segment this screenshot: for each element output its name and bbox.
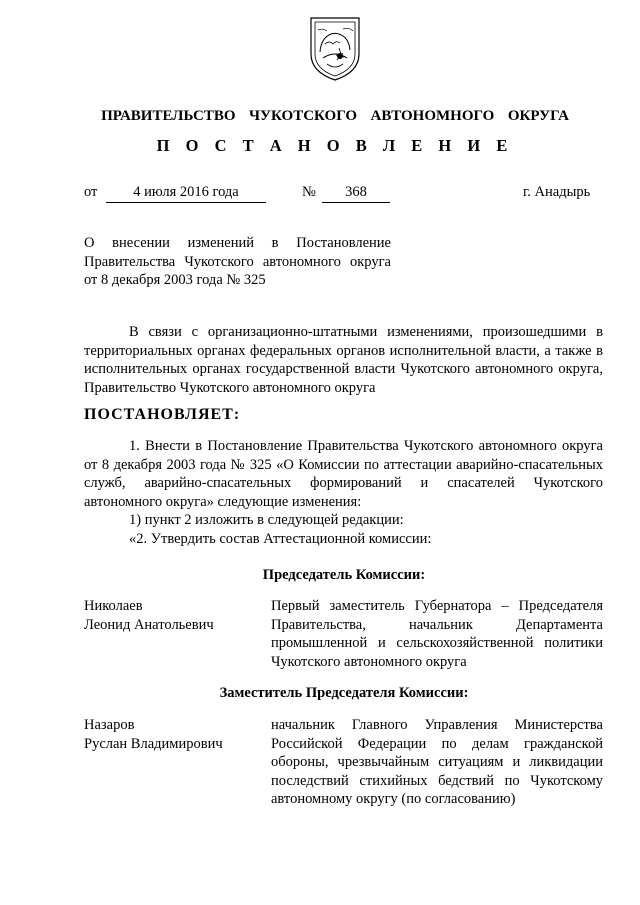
document-place: г. Анадырь [523,184,591,200]
date-prefix: от [84,184,98,200]
item-2-quote: «2. Утвердить состав Аттестационной комиссии: [129,530,432,547]
preamble-paragraph: В связи с организационно-штатными изменениями, произошедшими в территориальных органах федеральных органов исполнительной власти, а также в исполнительных органах государственной власти Чукотского автономного округа, Правительство Чукотского автономного округа [84,324,603,396]
chair-heading: Председатель Комиссии: [262,567,426,583]
deputy-heading: Заместитель Председателя Комиссии: [219,685,469,701]
number-prefix: № [302,184,316,200]
document-subject: О внесении изменений в Постановление Правительства Чукотского автономного округа от 8 декабря 2003 года № 325 [84,235,391,288]
chair-role: Первый заместитель Губернатора – Председателя Правительства, начальник Департамента промышленной и сельскохозяйственной политики Чукотского автономного округа [271,598,603,670]
deputy-name [84,716,264,753]
chair-name [84,597,264,634]
chair-given-names: Леонид Анатольевич [84,616,214,633]
coat-of-arms-emblem-icon [303,14,367,82]
document-number: 368 [322,183,390,203]
chair-surname: Николаев [84,598,143,614]
document-meta-row [84,183,604,203]
decree-word: ПОСТАНОВЛЯЕТ: [84,406,241,423]
document-date: 4 июля 2016 года [106,183,266,203]
item-1-subpoint: 1) пункт 2 изложить в следующей редакции: [129,512,404,528]
document-type-heading: П О С Т А Н О В Л Е Н И Е [156,136,514,155]
deputy-role: начальник Главного Управления Министерства Российской Федерации по делам гражданской обороны, чрезвычайным ситуациям и ликвидации последствий стихийных бедствий по Чукотскому автономному округу (по согласованию) [271,717,603,807]
deputy-surname: Назаров [84,717,135,733]
organization-title: ПРАВИТЕЛЬСТВО ЧУКОТСКОГО АВТОНОМНОГО ОКРУГА [101,108,569,124]
item-1-paragraph: 1. Внести в Постановление Правительства Чукотского автономного округа от 8 декабря 2003 года № 325 «О Комиссии по аттестации аварийно-спасательных служб, аварийно-спасательных формирований и спасателей Чукотского автономного округа» следующие изменения: [84,438,603,510]
decree-items [84,437,603,548]
deputy-given-names: Руслан Владимирович [84,735,223,752]
